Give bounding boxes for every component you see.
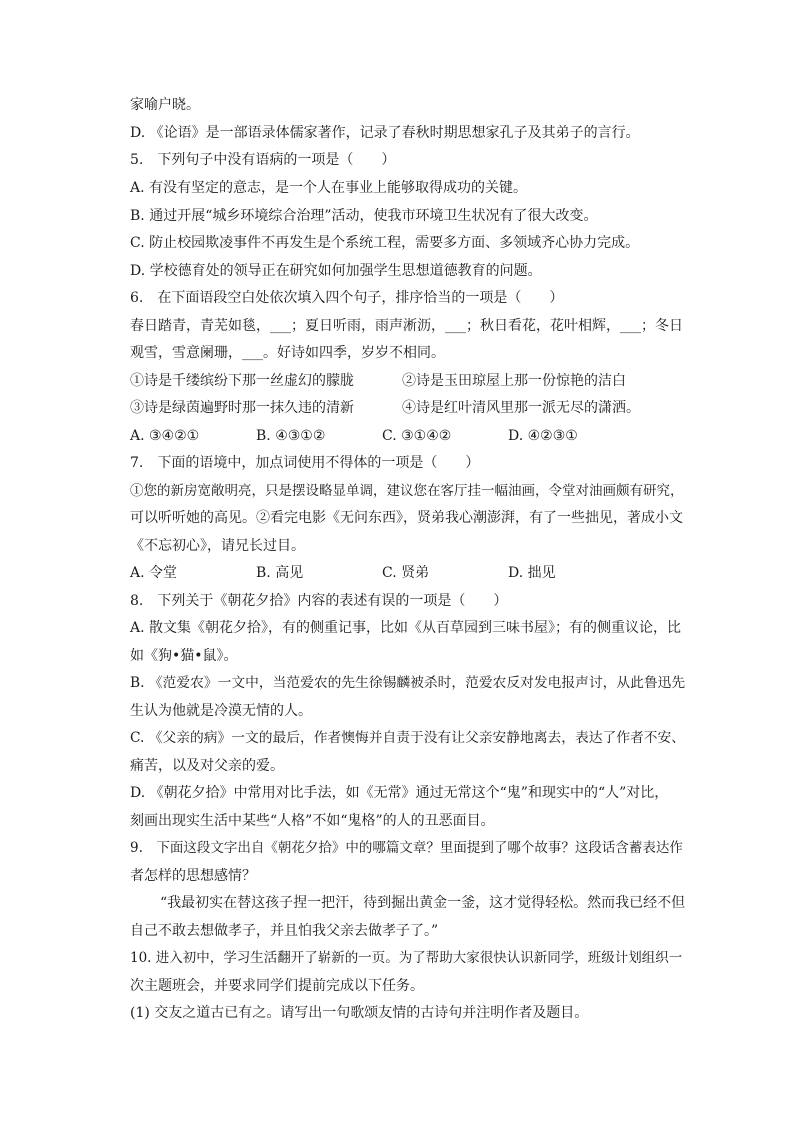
text-line: 次主题班会，并要求同学们提前完成以下任务。: [130, 978, 424, 994]
option-d: D. 《朝花夕拾》中常用对比手法，如《无常》通过无常这个“鬼”和现实中的“人”对比，: [130, 785, 669, 801]
text-line: 家喻户晓。: [130, 97, 200, 113]
option-a: A. 散文集《朝花夕拾》，有的侧重记事，比如《从百草园到三味书屋》；有的侧重议论，比: [130, 620, 682, 636]
text-line: 《不忘初心》，请兄长过目。: [130, 538, 305, 554]
choice-d: D. ④②③①: [508, 428, 578, 444]
text-line: 生认为他就是冷漠无情的人。: [130, 703, 312, 719]
text-line: 如《狗•猫•鼠》。: [130, 648, 238, 664]
option-c: C. 《父亲的病》一文的最后，作者懊悔并自责于没有让父亲安静地离去，表达了作者不安、: [130, 730, 686, 746]
choice-b: B. ④③①②: [256, 428, 326, 444]
question-8: 8. 下列关于《朝花夕拾》内容的表述有误的一项是（ ）: [130, 593, 508, 609]
option-b: B. 《范爱农》一文中，当范爱农的先生徐锡麟被杀时，范爱农反对发电报声讨，从此鲁迅先: [130, 675, 686, 691]
choice-d: D. 拙见: [508, 565, 556, 581]
question-5: 5. 下列句子中没有语病的一项是（ ）: [130, 152, 396, 168]
text-line: D. 《论语》是一部语录体儒家著作，记录了春秋时期思想家孔子及其弟子的言行。: [130, 125, 640, 141]
question-6: 6. 在下面语段空白处依次填入四个句子，排序恰当的一项是（ ）: [130, 290, 564, 306]
option-d: D. 学校德育处的领导正在研究如何加强学生思想道德教育的问题。: [130, 263, 542, 279]
question-9: 9. 下面这段文字出自《朝花夕拾》中的哪篇文章？里面提到了哪个故事？这段话含蓄表达作: [130, 840, 683, 856]
question-10: 10. 进入初中，学习生活翻开了崭新的一页。为了帮助大家很快认识新同学，班级计划组织一: [130, 950, 683, 966]
choice-b: B. 高见: [256, 565, 304, 581]
text-line: 者怎样的思想感情？: [130, 868, 256, 884]
quote-line: 自己不敢去想做孝子，并且怕我父亲去做孝子了。”: [130, 923, 439, 939]
quote-line: “我最初实在替这孩子捏一把汗，待到掘出黄金一釜，这才觉得轻松。然而我已经不但: [160, 895, 686, 911]
choice-c: C. ③①④②: [382, 428, 452, 444]
option-a: A. 有没有坚定的意志，是一个人在事业上能够取得成功的关键。: [130, 180, 528, 196]
text-line: 刻画出现实生活中某些“人格”不如“鬼格”的人的丑恶面目。: [130, 813, 495, 829]
question-7: 7. 下面的语境中，加点词使用不得体的一项是（ ）: [130, 455, 480, 471]
sub-question-1: (1) 交友之道古已有之。请写出一句歌颂友情的古诗句并注明作者及题目。: [130, 1005, 589, 1021]
text-line: 痛苦，以及对父亲的爱。: [130, 758, 284, 774]
sentence-option: ③诗是绿茵遍野时那一抹久违的清新: [130, 400, 354, 416]
option-c: C. 防止校园欺凌事件不再发生是个系统工程，需要多方面、多领域齐心协力完成。: [130, 235, 640, 251]
sentence-option: ①诗是千缕缤纷下那一丝虚幻的朦胧: [130, 373, 354, 389]
choice-a: A. ③④②①: [130, 428, 200, 444]
sentence-option: ②诗是玉田琼屋上那一份惊艳的洁白: [402, 373, 626, 389]
text-line: 观雪，雪意阑珊，___。好诗如四季，岁岁不相同。: [130, 345, 445, 361]
choice-a: A. 令堂: [130, 565, 178, 581]
text-line: 春日踏青，青芜如毯，___；夏日听雨，雨声淅沥，___；秋日看花，花叶相辉，___；冬日: [130, 318, 683, 334]
option-b: B. 通过开展“城乡环境综合治理”活动，使我市环境卫生状况有了很大改变。: [130, 208, 598, 224]
sentence-option: ④诗是红叶清风里那一派无尽的潇洒。: [402, 400, 640, 416]
text-line: 可以听听她的高见。②看完电影《无问东西》，贤弟我心潮澎湃，有了一些拙见，著成小文: [130, 510, 683, 526]
choice-c: C. 贤弟: [382, 565, 430, 581]
text-line: ①您的新房宽敞明亮，只是摆设略显单调，建议您在客厅挂一幅油画，令堂对油画颇有研究，: [130, 483, 684, 499]
